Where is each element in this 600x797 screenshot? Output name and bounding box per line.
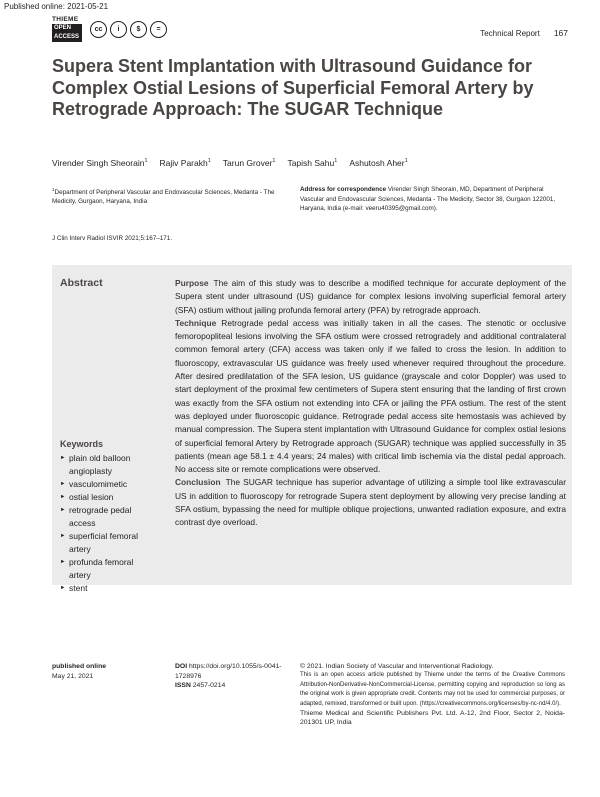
keyword-item: ► retrograde pedal access [60,504,155,530]
abstract-text [175,277,566,530]
author: Ashutosh Aher$^1$ [349,158,408,168]
abstract-heading: Abstract [60,277,103,289]
keyword-item: ► profunda femoral artery [60,556,155,582]
cc-nd-icon: = [150,21,167,38]
footer-copyright [300,662,565,728]
correspondence-address [300,185,565,214]
doi-link[interactable]: https://doi.org/10.1055/s-0041-1728976 [175,663,282,680]
publisher-address: Thieme Medical and Scientific Publishers Pvt. Ltd. A-12, 2nd Floor, Sector 2, Noida-201301 UP, India [300,710,565,727]
correspondence-text: Virender Singh Sheorain, MD, Department of Peripheral Vascular and Endovascular Sciences, Medanta - The Medicity, Sector 38, Gurgaon 122001, Haryana, India (e-mail: veeru40395@gmail.com). [300,186,556,212]
logo-open-text: OPEN [52,24,82,33]
section-label: Technical Report [480,29,540,38]
abstract-technique: Technique Retrograde pedal access was initially taken in all the cases. The stenotic or occlusive femoropopliteal lesions involving the SFA ostium were crossed retrogradely and additional contralateral common femoral artery (CFA) access was taken only if we failed to cross the lesion. In addition to fluoroscopy, extravascular US guidance was freely used whenever required throughout the procedure. After desired predilatation of the SFA lesion, US guidance (grayscale and color Doppler) was used to start deployment of the proximal few centimeters of Supera stent ensuring that the landing of first crown was exactly from the SFA ostium not extending into CFA or jailing the PFA ostium. The rest of the stent was deployed under fluoroscopic guidance. Retrograde pedal access site hemostasis was achieved by manual compression. The Supera stent implantation with Ultrasound Guidance for complex ostial lesions of superficial femoral Artery by Retrograde approach (SUGAR) technique was applied successfully in 35 patients (mean age 58.1 ± 4.4 years; 24 males) with critical limb ischemia via the distal pedal approach. No access site or remote complications were observed. [175,317,566,475]
correspondence-label: Address for correspondence [300,186,387,193]
author: Virender Singh Sheorain$^1$ [52,158,148,168]
keyword-item: ► superficial femoral artery [60,530,155,556]
running-header [480,28,568,38]
keywords-list [60,452,155,595]
journal-citation: J Clin Interv Radiol ISVIR 2021;5:167–171. [52,235,173,242]
keywords-block [60,438,155,595]
published-online-stamp: Published online: 2021-05-21 [4,2,109,11]
keyword-item: ► vasculomimetic [60,478,155,491]
keyword-item: ► ostial lesion [60,491,155,504]
author-list [52,158,572,168]
author: Tapish Sahu$^1$ [287,158,338,168]
abstract-purpose: Purpose The aim of this study was to describe a modified technique for accurate deployment of the Supera stent under ultrasound (US) guidance for complex lesions involving superficial femoral artery (SFA) ostium without jailing profunda femoral artery (PFA) by retrograde approach. [175,278,566,315]
keyword-item: ► stent [60,582,155,595]
copyright-lead: © 2021. Indian Society of Vascular and Interventional Radiology. [300,663,494,670]
cc-by-icon: i [110,21,127,38]
keywords-heading: Keywords [60,439,104,449]
logo-access-text: ACCESS [52,33,82,42]
license-text: This is an open access article published by Thieme under the terms of the Creative Commons Attribution-NonDerivative-NonCommercial-License, permitting copying and reproduction so long as the original work is given appropriate credit. Contents may not be used for commercial purposes, or adapted, remixed, transformed or built upon. (https://creativecommons.org/licenses/by-nc-nd/4.0/). [300,672,565,707]
page-number: 167 [553,28,568,38]
abstract-conclusion: Conclusion The SUGAR technique has superior advantage of utilizing a simple tool like extravascular US in addition to fluoroscopy for retrograde Supera stent deployment by allowing very precise landing at SFA ostium, bypassing the need for multiple oblique projections, unwanted radiation exposure, and extra contrast dye overload. [175,477,566,528]
author: Tarun Grover$^1$ [222,158,276,168]
creative-commons-badges [90,21,167,38]
affiliation: $^1$Department of Peripheral Vascular and Endovascular Sciences, Medanta - The Medicity, Gurgaon, Haryana, India [52,187,275,206]
cc-icon: cc [90,21,107,38]
footer-doi: DOI https://doi.org/10.1055/s-0041-1728976 ISSN 2457-0214 [175,663,282,690]
keyword-item: ► plain old balloon angioplasty [60,452,155,478]
published-date: May 21, 2021 [52,672,94,680]
logo-thieme-text: THIEME [52,16,79,23]
footer-published [52,662,162,681]
article-title: Supera Stent Implantation with Ultrasound Guidance for Complex Ostial Lesions of Superficial Femoral Artery by Retrograde Approach: The SUGAR Technique [52,56,534,119]
thieme-open-access-logo [52,16,82,44]
issn-value: 2457-0214 [192,682,226,690]
author: Rajiv Parakh$^1$ [159,158,211,168]
cc-nc-icon: $ [130,21,147,38]
published-label: published online [52,663,106,670]
